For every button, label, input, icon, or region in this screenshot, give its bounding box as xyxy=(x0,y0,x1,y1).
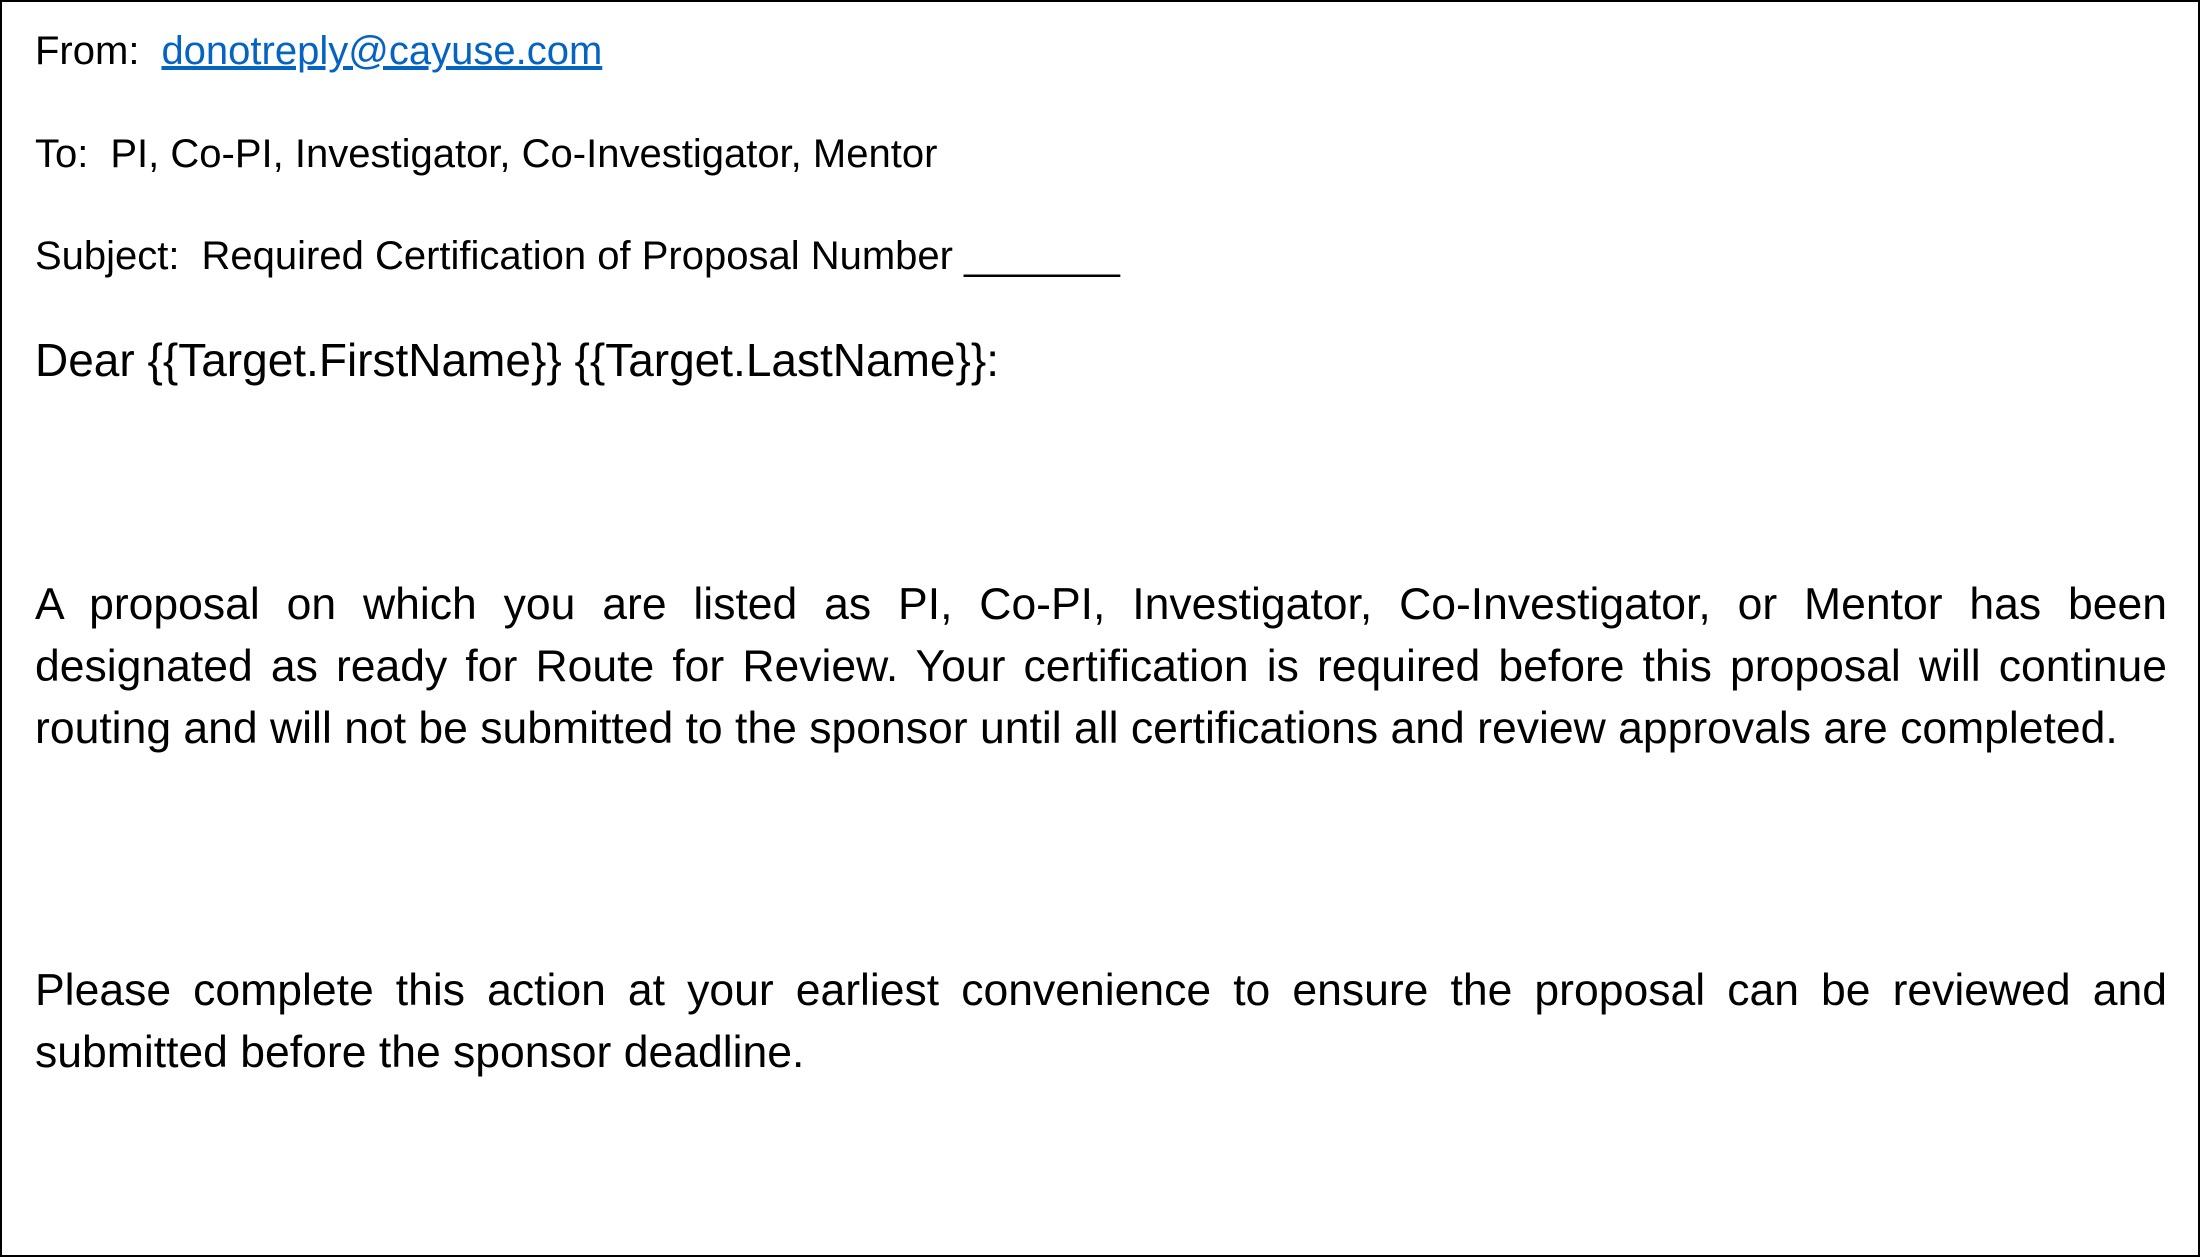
subject-row xyxy=(35,231,1120,281)
to-recipients: PI, Co-PI, Investigator, Co-Investigator, Mentor xyxy=(110,132,938,176)
to-label: To: xyxy=(35,132,89,176)
subject-label: Subject: xyxy=(35,234,180,278)
body-paragraph-1: A proposal on which you are listed as PI, Co-PI, Investigator, Co-Investigator, or Mentor has been designated as ready for Route for Review. Your certification is required before this proposal will continue routing and will not be submitted to the sponsor until all certifications and review approvals are completed. xyxy=(35,579,2167,753)
subject-text: Required Certification of Proposal Number _______ xyxy=(201,234,1120,278)
from-label: From: xyxy=(35,29,140,73)
to-row xyxy=(35,129,937,179)
body-paragraph-2: Please complete this action at your earliest convenience to ensure the proposal can be reviewed and submitted before the sponsor deadline. xyxy=(35,965,2167,1077)
from-row xyxy=(35,26,602,76)
greeting: Dear {{Target.FirstName}} {{Target.LastName}}: xyxy=(35,334,999,386)
from-email-link[interactable]: donotreply@cayuse.com xyxy=(161,29,603,73)
